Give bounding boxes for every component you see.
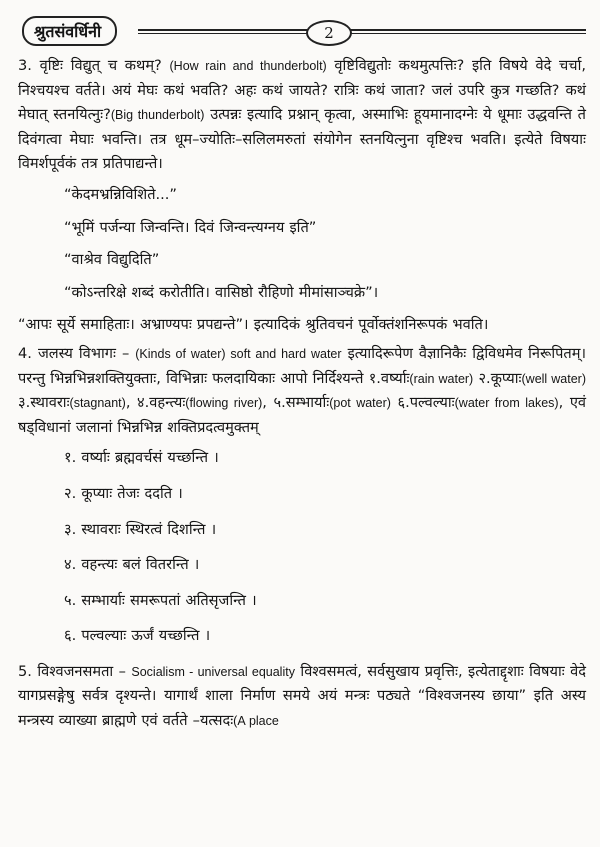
section-5-text: विश्वसमत्वं, सर्वसुखाय प्रवृत्तिः, इत्येताद्दृशाः विषयाः वेदे यागप्रसङ्गेषु सर्वत्र दृश्यन्ते। यागार्थं शाला निर्माण समये अयं मन्त्रः पठ्यते “विश्वजनस्य छाया” इति अस्य मन्त्रस्य व्याख्या ब्राह्मणे एवं वर्तते –यत्सदः [18, 662, 586, 730]
section-4-text: इत्यादिरूपेण वैज्ञानिकैः द्विविधमेव निरूपितम्। परन्तु भिन्नभिन्नशक्तियुक्ताः, विभिन्नाः फलदायिकाः आपो निर्दिश्यन्ते १.वर्ष्याः [18, 344, 586, 387]
section-3-text-continued: उत्पन्नः इत्यादि प्रश्नान् कृत्वा, अस्माभिः हूयमानादग्नेः ये धूमाः उद्धवन्ति ते दिवंगत्वा मेघाः भवन्ति। तत्र धूम–ज्योतिः–सलिलमरुतां संयोगेन स्तनयित्नुना वृष्टिश्च भवति। इत्येते विषयाः विमर्शपूर्वकं तत्र प्रतिपाद्यन्ते। [18, 106, 587, 173]
section-4-heading-text: 4. जलस्य विभागः – [18, 344, 136, 362]
quotation-line: “केदमभ्रन्निविशिते...” [64, 185, 177, 203]
quotation-line: “भूमिं पर्जन्या जिन्वन्ति। दिवं जिन्वन्त्यग्नय इति” [64, 218, 317, 236]
list-item: ४. वहन्त्यः बलं वितरन्ति । [64, 556, 200, 574]
list-item: ६. पल्वल्याः ऊर्जं यच्छन्ति । [64, 627, 211, 645]
water-type: , ५.सम्भार्याः [262, 394, 330, 412]
section-3-closing: “आपः सूर्ये समाहिताः। अभ्राण्यपः प्रपद्यन्ते”। इत्यादिकं श्रुतिवचनं पूर्वोक्तंशनिरूपकं भवति। [18, 316, 489, 334]
section-3-paragraph [18, 54, 586, 177]
english-gloss: (A place [233, 714, 279, 729]
english-gloss: (rain water) [409, 371, 474, 386]
english-gloss: (Kinds of water) soft and hard water [135, 346, 342, 361]
list-item: १. वर्ष्याः ब्रह्मवर्चसं यच्छन्ति । [64, 449, 219, 467]
english-gloss: (water from lakes) [454, 396, 559, 411]
page-header [18, 0, 586, 52]
section-5-heading-text: 5. विश्वजनसमता – [18, 662, 132, 680]
section-3-heading-text: 3. वृष्टिः विद्युत् च कथम्? [18, 57, 170, 74]
quotation-line: “वाश्रेव विद्युदिति” [64, 251, 160, 269]
vedic-quotations [18, 183, 586, 305]
water-type: ३.स्थावराः [18, 394, 70, 412]
english-gloss: (pot water) [329, 396, 391, 411]
english-gloss: (How rain and thunderbolt) [169, 59, 327, 73]
page-body [18, 54, 586, 734]
list-item: ३. स्थावराः स्थिरत्वं दिशन्ति । [64, 520, 217, 538]
english-gloss: (well water) [521, 371, 586, 386]
header-rule [138, 29, 586, 34]
english-gloss: (Big thunderbolt) [110, 108, 205, 123]
list-item: ५. सम्भार्याः समरूपतां अतिसृजन्ति । [64, 591, 257, 609]
water-kinds-list [18, 446, 586, 649]
list-item: २. कूप्याः तेजः ददति । [64, 484, 183, 502]
section-4-paragraph [18, 342, 586, 440]
section-5-paragraph [18, 660, 586, 734]
section-3-text: वृष्टिविद्युतोः कथमुत्पत्तिः? इति विषये वेदे चर्चा, निश्चयश्च वर्तते। अयं मेघः कथं भवति? अहः कथं जायते? रात्रिः कथं जाता? जलं उपरि कुत्र गच्छति? कथं मेघात् स्तनयित्नुः? [18, 57, 586, 124]
quotation-line: “कोऽन्तरिक्षे शब्दं करोतीति। वासिष्ठो रौहिणो मीमांसाञ्चक्रे”। [64, 283, 379, 301]
section-4-text-continued: , एवं षड्विधानां जलानां भिन्नभिन्न शक्तिप्रदत्वमुक्तम् [18, 394, 587, 436]
water-type: , ४.वहन्त्यः [125, 394, 186, 412]
english-gloss: Socialism - universal equality [131, 664, 295, 679]
water-type: २.कूप्याः [473, 369, 522, 387]
english-gloss: (flowing river) [185, 396, 263, 411]
running-title: श्रुतसंवर्धिनी [22, 16, 117, 46]
english-gloss: (stagnant) [69, 396, 126, 411]
page-number: 2 [306, 20, 352, 46]
water-type: ६.पल्वल्याः [390, 394, 455, 412]
